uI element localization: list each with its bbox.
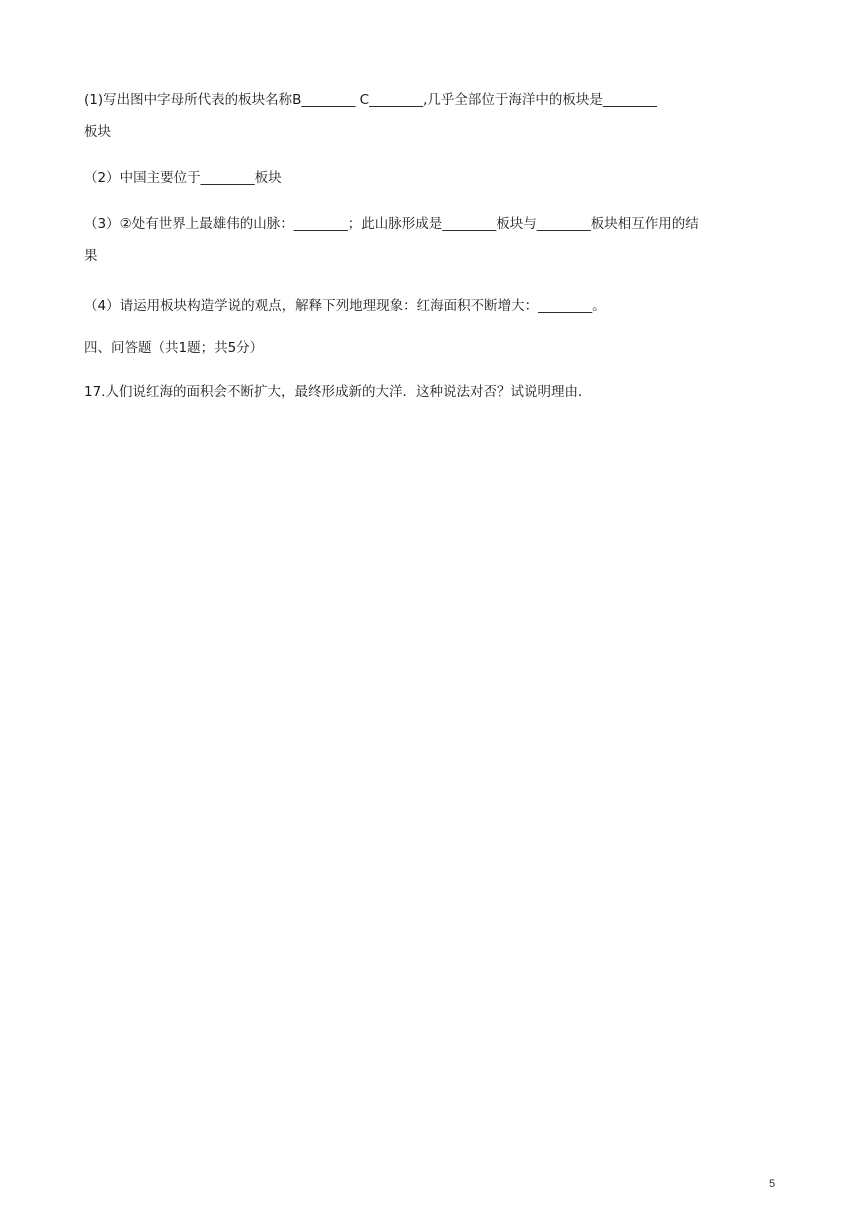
question-16-part-4: （4）请运用板块构造学说的观点，解释下列地理现象：红海面积不断增大：________。 (84, 298, 606, 314)
question-16-part-1-continued: 板块 (84, 124, 111, 140)
question-16-part-2: （2）中国主要位于________板块 (84, 170, 282, 186)
question-16-part-1: (1)写出图中字母所代表的板块名称B________ C________,几乎全部位于海洋中的板块是________ (84, 92, 657, 108)
section-heading: 四、问答题（共1题；共5分） (84, 340, 264, 356)
question-17: 17.人们说红海的面积会不断扩大，最终形成新的大洋．这种说法对否？试说明理由． (84, 384, 592, 400)
question-16-part-3-continued: 果 (84, 248, 98, 264)
question-16-part-3: （3）②处有世界上最雄伟的山脉：________；此山脉形成是________板块与________板块相互作用的结 (84, 216, 699, 232)
page-number: 5 (769, 1178, 776, 1190)
